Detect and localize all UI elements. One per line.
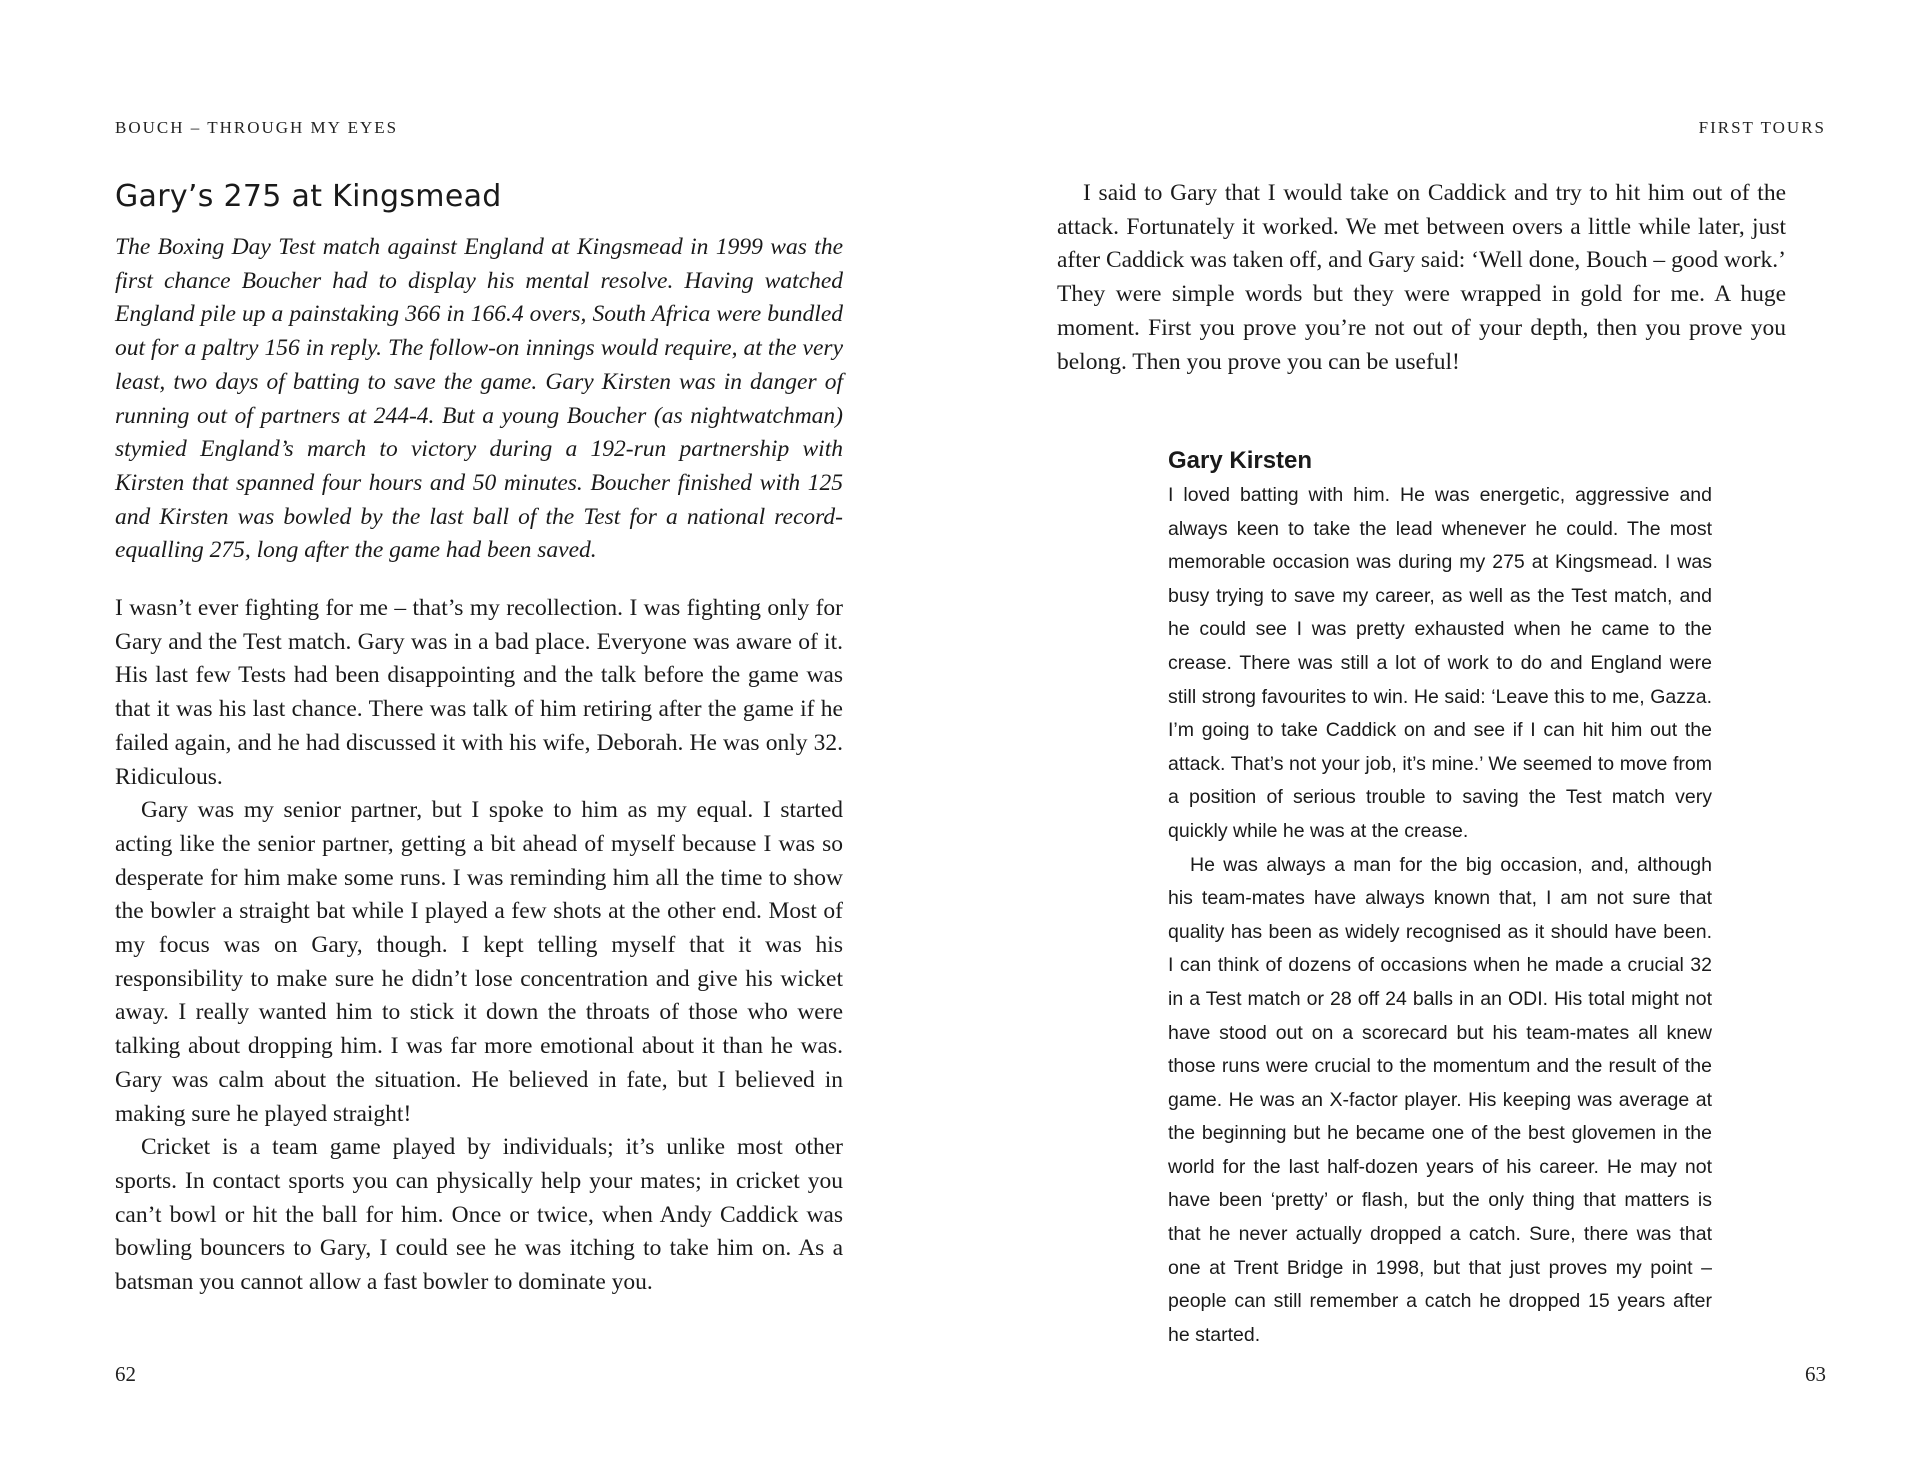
page-number-right: 63	[1805, 1362, 1826, 1386]
body-paragraph-3: Cricket is a team game played by individuals; it’s unlike most other sports. In contact sports you can physically help your mates; in cricket you can’t bowl or hit the ball for him. Once or twice, when Andy Caddick was bowling bouncers to Gary, I could see he was itching to take him on. As a batsman you cannot allow a fast bowler to dominate you.	[115, 1134, 843, 1296]
page-number-left: 62	[115, 1362, 136, 1386]
sidebar-quote-box	[1168, 445, 1712, 1352]
sidebar-title: Gary Kirsten	[1168, 447, 1313, 474]
right-page	[960, 0, 1920, 1471]
intro-paragraph: The Boxing Day Test match against England at Kingsmead in 1999 was the first chance Boucher had to display his mental resolve. Having watched England pile up a painstaking 366 in 166.4 overs, South Africa were bundled out for a paltry 156 in reply. The follow-on innings would require, at the very least, two days of batting to save the game. Gary Kirsten was in danger of running out of partners at 244-4. But a young Boucher (as nightwatchman) stymied England’s march to victory during a 192-run partnership with Kirsten that spanned four hours and 50 minutes. Boucher finished with 125 and Kirsten was bowled by the last ball of the Test for a national record-equalling 275, long after the game had been saved.	[115, 234, 843, 564]
body-paragraph-4: I said to Gary that I would take on Caddick and try to hit him out of the attack. Fortunately it worked. We met between overs a little while later, just after Caddick was taken off, and Gary said: ‘Well done, Bouch – good work.’ They were simple words but they were wrapped in gold for me. A huge moment. First you prove you’re not out of your depth, then you prove you belong. Then you prove you can be useful!	[1057, 180, 1786, 375]
right-text-column	[1057, 177, 1786, 379]
sidebar-paragraph-1: I loved batting with him. He was energetic, aggressive and always keen to take the lead whenever he could. The most memorable occasion was during my 275 at Kingsmead. I was busy trying to save my career, as well as the Test match, and he could see I was pretty exhausted when he came to the crease. There was still a lot of work to do and England were still strong favourites to win. He said: ‘Leave this to me, Gazza. I’m going to take Caddick on and see if I can hit him out the attack. That’s not your job, it’s mine.’ We seemed to move from a position of serious trouble to saving the Test match very quickly while he was at the crease.	[1168, 484, 1712, 842]
body-paragraph-2: Gary was my senior partner, but I spoke to him as my equal. I started acting like the senior partner, getting a bit ahead of myself because I was so desperate for him make some runs. I was reminding him all the time to show the bowler a straight bat while I played a few shots at the other end. Most of my focus was on Gary, though. I kept telling myself that it was his responsibility to make sure he didn’t lose concentration and give his wicket away. I really wanted him to stick it down the throats of those who were talking about dropping him. I was far more emotional about it than he was. Gary was calm about the situation. He believed in fate, but I believed in making sure he played straight!	[115, 797, 843, 1127]
section-title: Gary’s 275 at Kingsmead	[115, 179, 502, 214]
running-head-left: BOUCH – THROUGH MY EYES	[115, 118, 399, 137]
sidebar-paragraph-2: He was always a man for the big occasion, and, although his team-mates have always known that, I am not sure that quality has been as widely recognised as it should have been. I can think of dozens of occasions when he made a crucial 32 in a Test match or 28 off 24 balls in an ODI. His total might not have stood out on a scorecard but his team-mates all knew those runs were crucial to the momentum and the result of the game. He was an X-factor player. His keeping was average at the beginning but he became one of the best glovemen in the world for the last half-dozen years of his career. He may not have been ‘pretty’ or flash, but the only thing that matters is that he never actually dropped a catch. Sure, there was that one at Trent Bridge in 1998, but that just proves my point – people can still remember a catch he dropped 15 years after he started.	[1168, 853, 1712, 1346]
left-text-column	[115, 177, 843, 1300]
body-paragraph-1: I wasn’t ever fighting for me – that’s my recollection. I was fighting only for Gary and the Test match. Gary was in a bad place. Everyone was aware of it. His last few Tests had been disappointing and the talk before the game was that it was his last chance. There was talk of him retiring after the game if he failed again, and he had discussed it with his wife, Deborah. He was only 32. Ridiculous.	[115, 595, 843, 790]
running-head-right: FIRST TOURS	[1698, 118, 1826, 137]
